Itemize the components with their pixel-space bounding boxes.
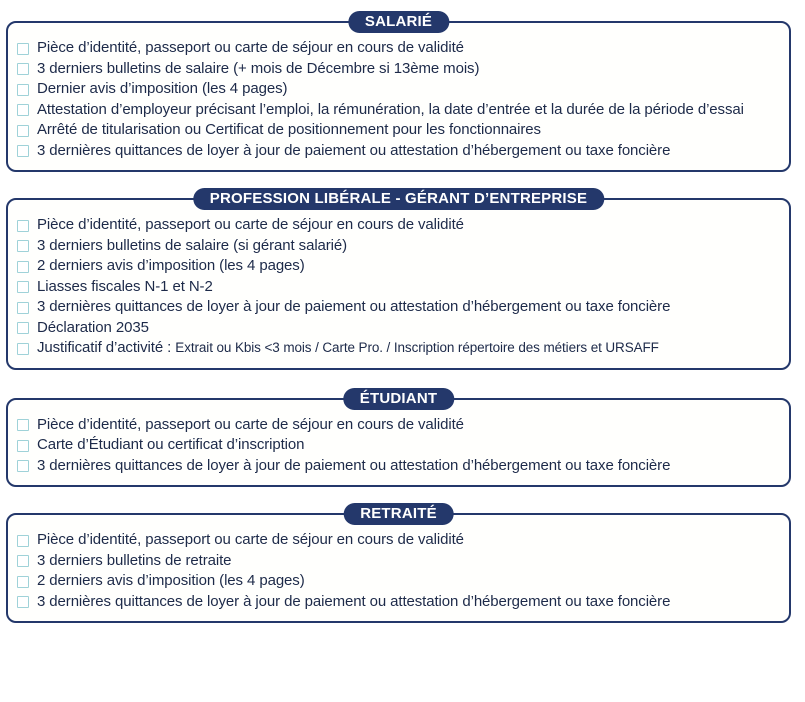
checklist-item-label: Liasses fiscales N-1 et N-2	[37, 277, 213, 295]
checklist-item-label: 3 derniers bulletins de salaire (+ mois de Décembre si 13ème mois)	[37, 59, 480, 77]
checklist-item-label: Pièce d’identité, passeport ou carte de séjour en cours de validité	[37, 216, 464, 233]
section-title-etudiant: ÉTUDIANT	[343, 388, 454, 410]
checklist-item-label: 3 derniers bulletins de salaire (si gérant salarié)	[37, 236, 348, 254]
checkbox-icon[interactable]	[17, 440, 29, 452]
section-retraite	[6, 505, 791, 623]
checklist-etudiant	[12, 415, 781, 477]
checklist-item-label: 3 dernières quittances de loyer à jour de paiement ou attestation d’hébergement ou taxe foncière	[37, 141, 671, 159]
checklist-item-label: Pièce d’identité, passeport ou carte de séjour en cours de validité	[37, 415, 464, 433]
checkbox-icon[interactable]	[17, 84, 29, 96]
checklist-item	[12, 297, 781, 318]
checklist-item	[12, 59, 781, 80]
section-title-retraite: RETRAITÉ	[343, 503, 454, 525]
section-title-salarie: SALARIÉ	[348, 11, 449, 33]
section-salarie	[6, 13, 791, 172]
checklist-item	[12, 415, 781, 436]
checklist-item	[12, 592, 781, 613]
checkbox-icon[interactable]	[17, 220, 29, 232]
checklist-item	[12, 38, 781, 59]
checklist-item	[12, 551, 781, 572]
checklist-item	[12, 571, 781, 592]
checklist-item	[12, 120, 781, 141]
checklist-item	[12, 338, 781, 359]
document-page	[0, 13, 805, 702]
checklist-item-label: Déclaration 2035	[37, 318, 149, 336]
checkbox-icon[interactable]	[17, 343, 29, 355]
checklist-item-label: Pièce d’identité, passeport ou carte de séjour en cours de validité	[37, 531, 464, 548]
checklist-item-label: Pièce d’identité, passeport ou carte de séjour en cours de validité	[37, 39, 464, 56]
checklist-item	[12, 256, 781, 277]
checklist-item	[12, 79, 781, 100]
checklist-item	[12, 277, 781, 298]
checklist-item	[12, 530, 781, 551]
checklist-item	[12, 456, 781, 477]
checklist-retraite	[12, 530, 781, 612]
checklist-item-label: 3 dernières quittances de loyer à jour de paiement ou attestation d’hébergement ou taxe foncière	[37, 298, 671, 315]
checkbox-icon[interactable]	[17, 555, 29, 567]
checkbox-icon[interactable]	[17, 576, 29, 588]
section-etudiant	[6, 389, 791, 488]
checklist-item	[12, 141, 781, 162]
checkbox-icon[interactable]	[17, 302, 29, 314]
checkbox-icon[interactable]	[17, 535, 29, 547]
checklist-item-label: 3 derniers bulletins de retraite	[37, 551, 232, 569]
checkbox-icon[interactable]	[17, 460, 29, 472]
checkbox-icon[interactable]	[17, 43, 29, 55]
section-title-profession-liberale: PROFESSION LIBÉRALE - GÉRANT D’ENTREPRISE	[193, 188, 604, 210]
checklist-item-label: 3 dernières quittances de loyer à jour de paiement ou attestation d’hébergement ou taxe foncière	[37, 456, 671, 474]
checklist-item	[12, 215, 781, 236]
checklist-item	[12, 236, 781, 257]
checkbox-icon[interactable]	[17, 104, 29, 116]
checkbox-icon[interactable]	[17, 596, 29, 608]
checklist-item-label: Carte d’Étudiant ou certificat d’inscription	[37, 436, 305, 453]
checkbox-icon[interactable]	[17, 281, 29, 293]
checklist-item-label: 2 derniers avis d’imposition (les 4 pages)	[37, 572, 305, 589]
checklist-profession-liberale	[12, 215, 781, 359]
checkbox-icon[interactable]	[17, 145, 29, 157]
checklist-item	[12, 100, 781, 121]
checkbox-icon[interactable]	[17, 240, 29, 252]
checkbox-icon[interactable]	[17, 261, 29, 273]
checklist-item-label: 2 derniers avis d’imposition (les 4 pages)	[37, 257, 305, 274]
checklist-item-label	[37, 338, 781, 359]
checklist-item-label-main: Justificatif d’activité :	[37, 339, 176, 356]
checkbox-icon[interactable]	[17, 63, 29, 75]
checklist-salarie	[12, 38, 781, 161]
checklist-item-label: Attestation d’employeur précisant l’emploi, la rémunération, la date d’entrée et la durée de la période d’essai	[37, 100, 744, 118]
checkbox-icon[interactable]	[17, 419, 29, 431]
section-profession-liberale	[6, 190, 791, 370]
checklist-item	[12, 318, 781, 339]
checkbox-icon[interactable]	[17, 125, 29, 137]
checklist-item-label: Dernier avis d’imposition (les 4 pages)	[37, 80, 288, 97]
checklist-item-note: Extrait ou Kbis <3 mois / Carte Pro. / Inscription répertoire des métiers et URSAFF	[175, 340, 659, 355]
checklist-item	[12, 435, 781, 456]
checklist-item-label: Arrêté de titularisation ou Certificat de positionnement pour les fonctionnaires	[37, 121, 541, 138]
checklist-item-label: 3 dernières quittances de loyer à jour de paiement ou attestation d’hébergement ou taxe foncière	[37, 592, 671, 610]
checkbox-icon[interactable]	[17, 322, 29, 334]
